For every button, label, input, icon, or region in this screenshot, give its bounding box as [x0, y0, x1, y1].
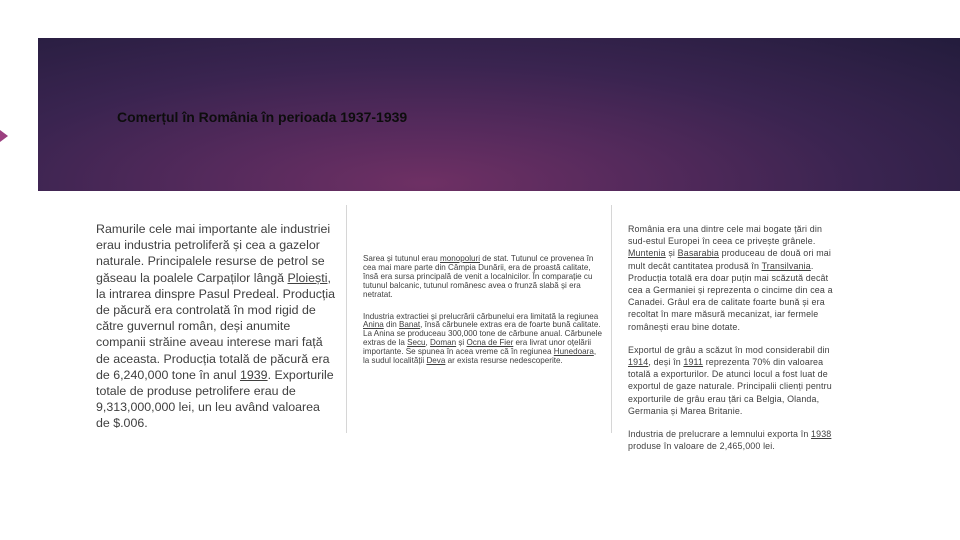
text-run: Sarea și tutunul erau	[363, 254, 440, 263]
right-column	[628, 223, 840, 452]
link-secu[interactable]: Secu	[407, 338, 426, 348]
text-run: , la sudul localității	[363, 347, 597, 366]
link-doman[interactable]: Doman	[430, 338, 457, 348]
slide-title: Comerțul în România în perioada 1937-1939	[117, 109, 408, 125]
slide-accent-arrow	[0, 130, 8, 142]
text-run: era livrat unor oțelării importante. Se spunea în acea vreme că în regiunea	[363, 338, 592, 357]
link-1914[interactable]: 1914	[628, 357, 649, 368]
link-1911[interactable]: 1911	[683, 357, 704, 368]
text-run: . Producția totală era doar puțin mai scăzută decât cea a Germaniei și reprezenta o cincime din cea a Canadei. Grâul era de calitate foarte bună și era recoltat în mare măsură mecanizat, iar fermele românești erau bine dotate.	[628, 260, 833, 332]
link-banat[interactable]: Banat	[399, 320, 421, 330]
link-deva[interactable]: Deva	[426, 356, 446, 366]
text-run: reprezenta 70% din valoarea totală a exporturilor. De atunci locul a fost luat de exportul de gaze naturale. Principalii clienți pentru exporturile de grâu erau țări ca Belgia, Olanda, Germania și Marea Britanie.	[628, 357, 832, 416]
column-divider	[611, 205, 612, 433]
link-muntenia[interactable]: Muntenia	[628, 248, 666, 259]
coal-paragraph	[363, 313, 603, 366]
text-run: și	[665, 248, 678, 259]
text-run: România era una dintre cele mai bogate țări din sud-estul Europei în ceea ce privește grânele.	[628, 224, 823, 247]
petroleum-paragraph	[96, 221, 336, 432]
text-run: Industria extractiei și prelucrării cărbunelui era limitată la regiunea	[363, 311, 599, 321]
wheat-export-paragraph	[628, 344, 840, 417]
link-1939[interactable]: 1939	[240, 367, 268, 382]
text-run: de stat. Tutunul ce provenea în cea mai mare parte din Câmpia Dunării, era de proastă calitate, însă era sursa principală de venit a localnicilor. În comparație cu tutunul balcanic, tutunul românesc avea o frunză slabă și era netratat.	[363, 254, 594, 299]
left-column	[96, 221, 336, 432]
text-run: . Exporturile totale de produse petrolifere erau de 9,313,000,000 lei, un leu având valoarea de $.006.	[96, 367, 334, 431]
link-hunedoara[interactable]: Hunedoara	[553, 347, 594, 357]
link-monopoluri[interactable]: monopoluri	[439, 254, 480, 263]
text-run: , la intrarea dinspre Pasul Predeal. Producția de păcură era controlată în mod rigid de către guvernul român, deși anumite companii străine aveau interese mari față de aceasta. Producția totală de păcură era de 6,240,000 tone în anul	[96, 270, 335, 382]
text-run: ar exista resurse nedescoperite.	[445, 356, 563, 366]
salt-tobacco-paragraph	[363, 255, 603, 300]
text-run: Exportul de grâu a scăzut în mod considerabil din	[628, 344, 830, 355]
text-run: din	[383, 320, 400, 330]
text-run: , deși în	[648, 357, 684, 368]
text-run: ,	[425, 338, 431, 348]
link-basarabia[interactable]: Basarabia	[677, 248, 719, 259]
text-run: , însă cărbunele extras era de foarte bună calitate. La Anina se produceau 300,000 tone de cărbune anual. Cărbunele extras de la	[363, 320, 602, 348]
text-run: Industria de prelucrare a lemnului exporta în	[628, 429, 812, 440]
link-transilvania[interactable]: Transilvania	[761, 260, 811, 271]
link-ploiesti[interactable]: Ploiești	[287, 270, 328, 285]
middle-column	[363, 255, 603, 366]
link-anina[interactable]: Anina	[363, 320, 384, 330]
text-run: produse în valoare de 2,465,000 lei.	[628, 441, 776, 452]
text-run: și	[456, 338, 467, 348]
text-run: produceau de două ori mai mult decât cantitatea produsă în	[628, 248, 831, 271]
grain-paragraph	[628, 223, 840, 333]
column-divider	[346, 205, 347, 433]
wood-industry-paragraph	[628, 428, 840, 452]
link-ocna-de-fier[interactable]: Ocna de Fier	[466, 338, 514, 348]
text-run: Ramurile cele mai importante ale industriei erau industria petroliferă și cea a gazelor naturale. Principalele resurse de petrol se găseau la poalele Carpaților lângă	[96, 222, 331, 285]
link-1938[interactable]: 1938	[811, 429, 832, 440]
